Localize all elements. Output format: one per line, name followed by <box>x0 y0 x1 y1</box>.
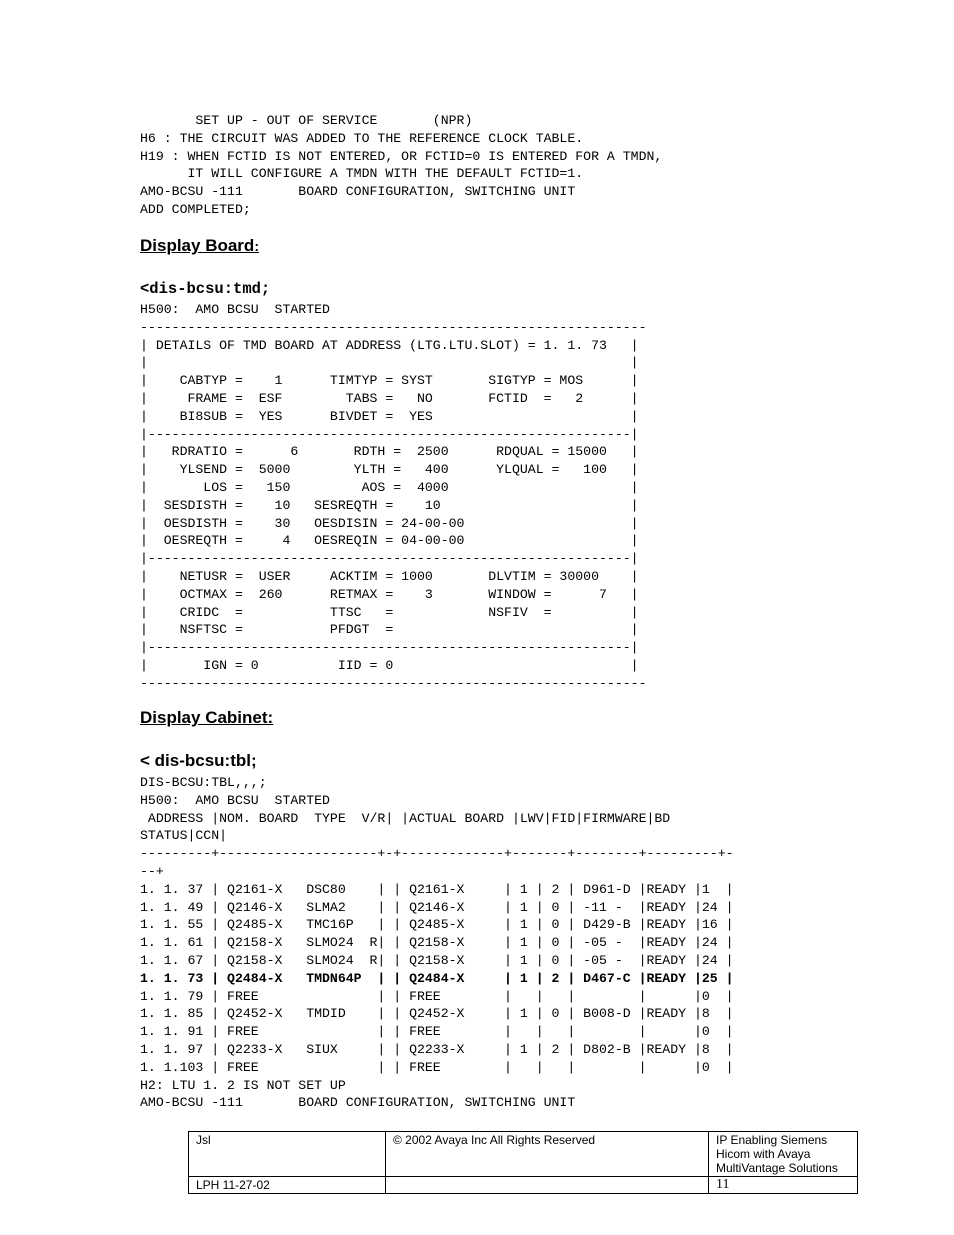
table-row: 1. 1. 49 | Q2146-X SLMA2 | | Q2146-X | 1 | 0 | -11 - |READY |24 | <box>140 899 734 915</box>
output-line: IT WILL CONFIGURE A TMDN WITH THE DEFAULT FCTID=1. <box>140 166 584 182</box>
output-line: | LOS = 150 AOS = 4000 | <box>140 479 639 495</box>
footer-copyright: © 2002 Avaya Inc All Rights Reserved <box>386 1132 709 1177</box>
table-header-line: ADDRESS |NOM. BOARD TYPE V/R| |ACTUAL BOARD |LWV|FID|FIRMWARE|BD <box>140 810 671 826</box>
output-line: | BI8SUB = YES BIVDET = YES | <box>140 408 639 424</box>
output-line: ---------------------------------------------------------------- <box>140 675 647 691</box>
output-line: | CABTYP = 1 TIMTYP = SYST SIGTYP = MOS | <box>140 373 639 389</box>
footer-empty-cell <box>386 1177 709 1194</box>
footer-title-line: Hicom with Avaya <box>716 1147 811 1161</box>
output-line: | IGN = 0 IID = 0 | <box>140 657 639 673</box>
output-line: | RDRATIO = 6 RDTH = 2500 RDQUAL = 15000 | <box>140 444 639 460</box>
top-output <box>140 112 662 219</box>
output-line: | NSFTSC = PFDGT = | <box>140 622 639 638</box>
board-command: <dis-bcsu:tmd; <box>140 280 271 298</box>
output-line: | NETUSR = USER ACKTIM = 1000 DLVTIM = 30000 | <box>140 568 639 584</box>
output-line: |-------------------------------------------------------------| <box>140 426 639 442</box>
output-line: | DETAILS OF TMD BOARD AT ADDRESS (LTG.LTU.SLOT) = 1. 1. 73 | <box>140 337 639 353</box>
table-row: 1. 1. 91 | FREE | | FREE | | | | |0 | <box>140 1024 734 1040</box>
page-number: 11 <box>709 1177 858 1194</box>
output-line: ADD COMPLETED; <box>140 201 251 217</box>
cabinet-command: < dis-bcsu:tbl; <box>140 751 257 770</box>
display-cabinet-heading: Display Cabinet: <box>140 708 274 727</box>
table-row: 1. 1. 55 | Q2485-X TMC16P | | Q2485-X | 1 | 0 | D429-B |READY |16 | <box>140 917 734 933</box>
footer-title-line: MultiVantage Solutions <box>716 1161 838 1175</box>
footer-title <box>709 1132 858 1177</box>
output-line: H500: AMO BCSU STARTED <box>140 792 330 808</box>
table-row-highlighted: 1. 1. 73 | Q2484-X TMDN64P | | Q2484-X | 1 | 2 | D467-C |READY |25 | <box>140 970 734 986</box>
output-line: H2: LTU 1. 2 IS NOT SET UP <box>140 1077 346 1093</box>
output-line: H500: AMO BCSU STARTED <box>140 302 330 317</box>
table-row: 1. 1. 97 | Q2233-X SIUX | | Q2233-X | 1 | 2 | D802-B |READY |8 | <box>140 1041 734 1057</box>
table-row: 1. 1.103 | FREE | | FREE | | | | |0 | <box>140 1059 734 1075</box>
output-line: AMO-BCSU -111 BOARD CONFIGURATION, SWITCHING UNIT <box>140 1095 576 1111</box>
output-line: DIS-BCSU:TBL,,,; <box>140 775 267 790</box>
table-row: 1. 1. 37 | Q2161-X DSC80 | | Q2161-X | 1 | 2 | D961-D |READY |1 | <box>140 881 734 897</box>
table-row: 1. 1. 85 | Q2452-X TMDID | | Q2452-X | 1 | 0 | B008-D |READY |8 | <box>140 1006 734 1022</box>
footer-author: Jsl <box>189 1132 386 1177</box>
output-line: | YLSEND = 5000 YLTH = 400 YLQUAL = 100 | <box>140 462 639 478</box>
table-header-line: STATUS|CCN| <box>140 828 228 844</box>
output-line: | OESREQTH = 4 OESREQIN = 04-00-00 | <box>140 533 639 549</box>
output-line: | OCTMAX = 260 RETMAX = 3 WINDOW = 7 | <box>140 586 639 602</box>
page-footer <box>188 1131 858 1194</box>
board-output <box>140 301 646 693</box>
output-line: H19 : WHEN FCTID IS NOT ENTERED, OR FCTID=0 IS ENTERED FOR A TMDN, <box>140 148 663 164</box>
output-line: ---------------------------------------------------------------- <box>140 319 647 335</box>
output-line: | CRIDC = TTSC = NSFIV = | <box>140 604 639 620</box>
output-line: | OESDISTH = 30 OESDISIN = 24-00-00 | <box>140 515 639 531</box>
table-row: 1. 1. 61 | Q2158-X SLMO24 R| | Q2158-X | 1 | 0 | -05 - |READY |24 | <box>140 935 734 951</box>
table-row: 1. 1. 79 | FREE | | FREE | | | | |0 | <box>140 988 734 1004</box>
output-line: AMO-BCSU -111 BOARD CONFIGURATION, SWITCHING UNIT <box>140 184 576 200</box>
output-line: H6 : THE CIRCUIT WAS ADDED TO THE REFERENCE CLOCK TABLE. <box>140 130 584 146</box>
table-separator: --+ <box>140 863 164 879</box>
table-row: 1. 1. 67 | Q2158-X SLMO24 R| | Q2158-X | 1 | 0 | -05 - |READY |24 | <box>140 952 734 968</box>
footer-title-line: IP Enabling Siemens <box>716 1133 828 1147</box>
footer-revision: LPH 11-27-02 <box>189 1177 386 1194</box>
output-line: | FRAME = ESF TABS = NO FCTID = 2 | <box>140 390 639 406</box>
output-line: | | <box>140 355 639 371</box>
output-line: |-------------------------------------------------------------| <box>140 640 639 656</box>
cabinet-output <box>140 774 734 1112</box>
heading-suffix: : <box>254 238 259 254</box>
output-line: |-------------------------------------------------------------| <box>140 551 639 567</box>
table-separator: ---------+--------------------+-+-------------+-------+--------+---------+- <box>140 846 734 862</box>
display-board-heading: Display Board: <box>140 236 259 255</box>
output-line: | SESDISTH = 10 SESREQTH = 10 | <box>140 497 639 513</box>
output-line: SET UP - OUT OF SERVICE (NPR) <box>140 113 473 128</box>
